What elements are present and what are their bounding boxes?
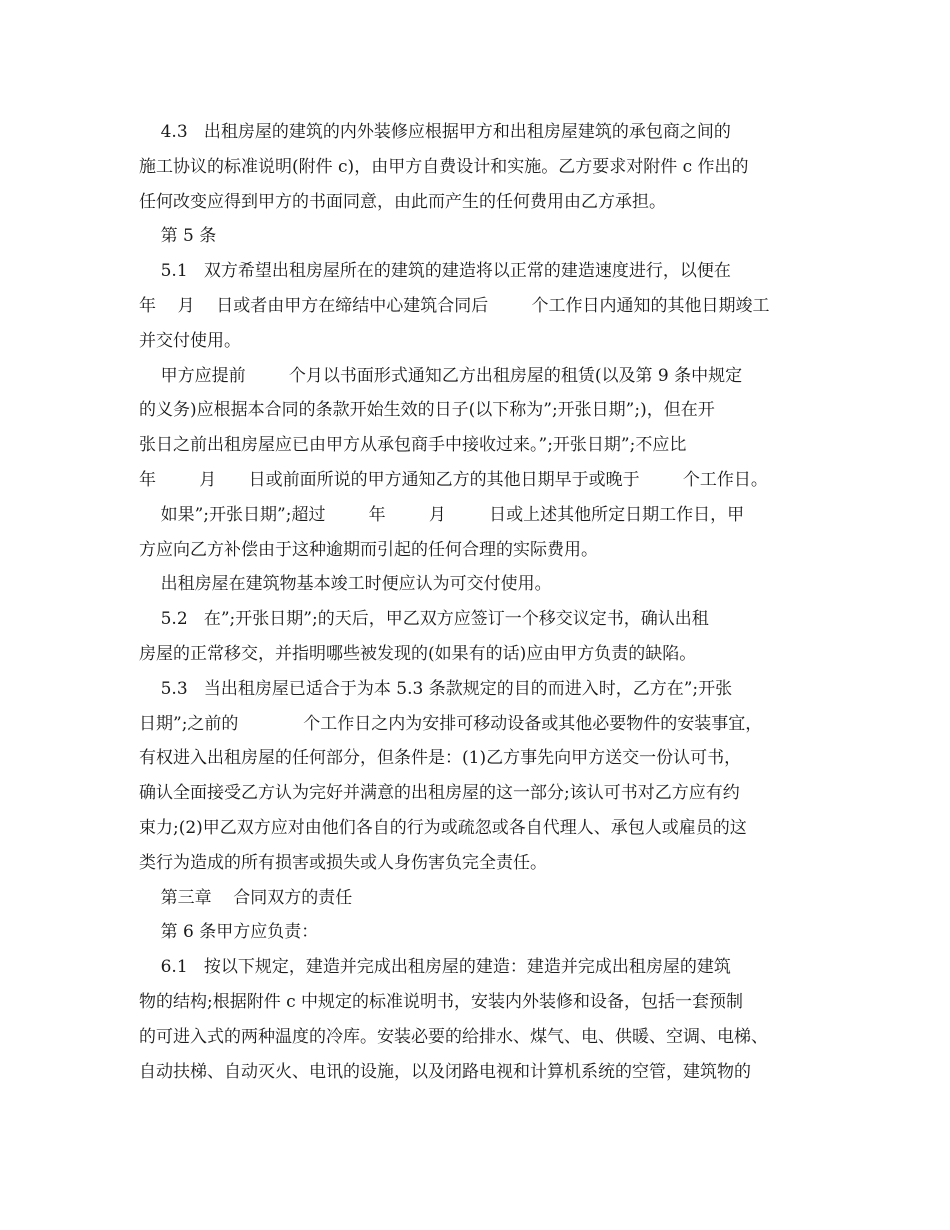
text-line: 类行为造成的所有损害或损失或人身伤害负完全责任。 <box>139 852 547 873</box>
text-line: 任何改变应得到甲方的书面同意，由此而产生的任何费用由乙方承担。 <box>139 191 666 212</box>
text-line: 年 月 日或前面所说的甲方通知乙方的其他日期早于或晚于 个工作日。 <box>139 469 768 490</box>
text-line: 日期”;之前的 个工作日之内为安排可移动设备或其他必要物件的安装事宜， <box>139 713 763 734</box>
text-line: 张日之前出租房屋应已由甲方从承包商手中接收过来。”;开张日期”;不应比 <box>139 435 687 456</box>
text-line: 出租房屋在建筑物基本竣工时便应认为可交付使用。 <box>139 574 552 595</box>
text-line: 确认全面接受乙方认为完好并满意的出租房屋的这一部分;该认可书对乙方应有约 <box>139 783 740 804</box>
text-line: 的可进入式的两种温度的冷库。安装必要的给排水、煤气、电、供暖、空调、电梯、 <box>139 1026 768 1047</box>
text-line: 方应向乙方补偿由于这种逾期而引起的任何合理的实际费用。 <box>139 539 598 560</box>
text-line: 如果”;开张日期”;超过 年 月 日或上述其他所定日期工作日，甲 <box>139 504 745 525</box>
document-body <box>139 115 819 1089</box>
section-heading-article-5: 第 5 条 <box>139 226 217 247</box>
text-line: 5.2 在”;开张日期”;的天后，甲乙双方应签订一个移交议定书，确认出租 <box>139 609 709 630</box>
text-line: 5.3 当出租房屋已适合于为本 5.3 条款规定的目的而进入时，乙方在”;开张 <box>139 678 733 699</box>
text-line: 6.1 按以下规定，建造并完成出租房屋的建造：建造并完成出租房屋的建筑 <box>139 957 731 978</box>
text-line: 的义务)应根据本合同的条款开始生效的日子(以下称为”;开张日期”;)，但在开 <box>139 400 715 421</box>
text-line: 有权进入出租房屋的任何部分，但条件是：(1)乙方事先向甲方送交一份认可书， <box>139 748 742 769</box>
text-line: 束力;(2)甲乙双方应对由他们各自的行为或疏忽或各自代理人、承包人或雇员的这 <box>139 817 747 838</box>
section-heading-article-6: 第 6 条甲方应负责： <box>139 922 319 943</box>
text-line: 施工协议的标准说明(附件 c)，由甲方自费设计和实施。乙方要求对附件 c 作出的 <box>139 156 749 177</box>
text-line: 物的结构;根据附件 c 中规定的标准说明书，安装内外装修和设备，包括一套预制 <box>139 991 744 1012</box>
text-line: 自动扶梯、自动灭火、电讯的设施，以及闭路电视和计算机系统的空管，建筑物的 <box>139 1061 751 1082</box>
text-line: 房屋的正常移交，并指明哪些被发现的(如果有的话)应由甲方负责的缺陷。 <box>139 643 697 664</box>
text-line: 4.3 出租房屋的建筑的内外装修应根据甲方和出租房屋建筑的承包商之间的 <box>139 122 731 142</box>
text-line: 5.1 双方希望出租房屋所在的建筑的建造将以正常的建造速度进行，以便在 <box>139 261 731 282</box>
text-line: 并交付使用。 <box>139 330 241 351</box>
text-line: 年 月 日或者由甲方在缔结中心建筑合同后 个工作日内通知的其他日期竣工 <box>139 295 770 316</box>
chapter-heading-3: 第三章 合同双方的责任 <box>139 887 353 908</box>
text-line: 甲方应提前 个月以书面形式通知乙方出租房屋的租赁(以及第 9 条中规定 <box>139 365 743 386</box>
